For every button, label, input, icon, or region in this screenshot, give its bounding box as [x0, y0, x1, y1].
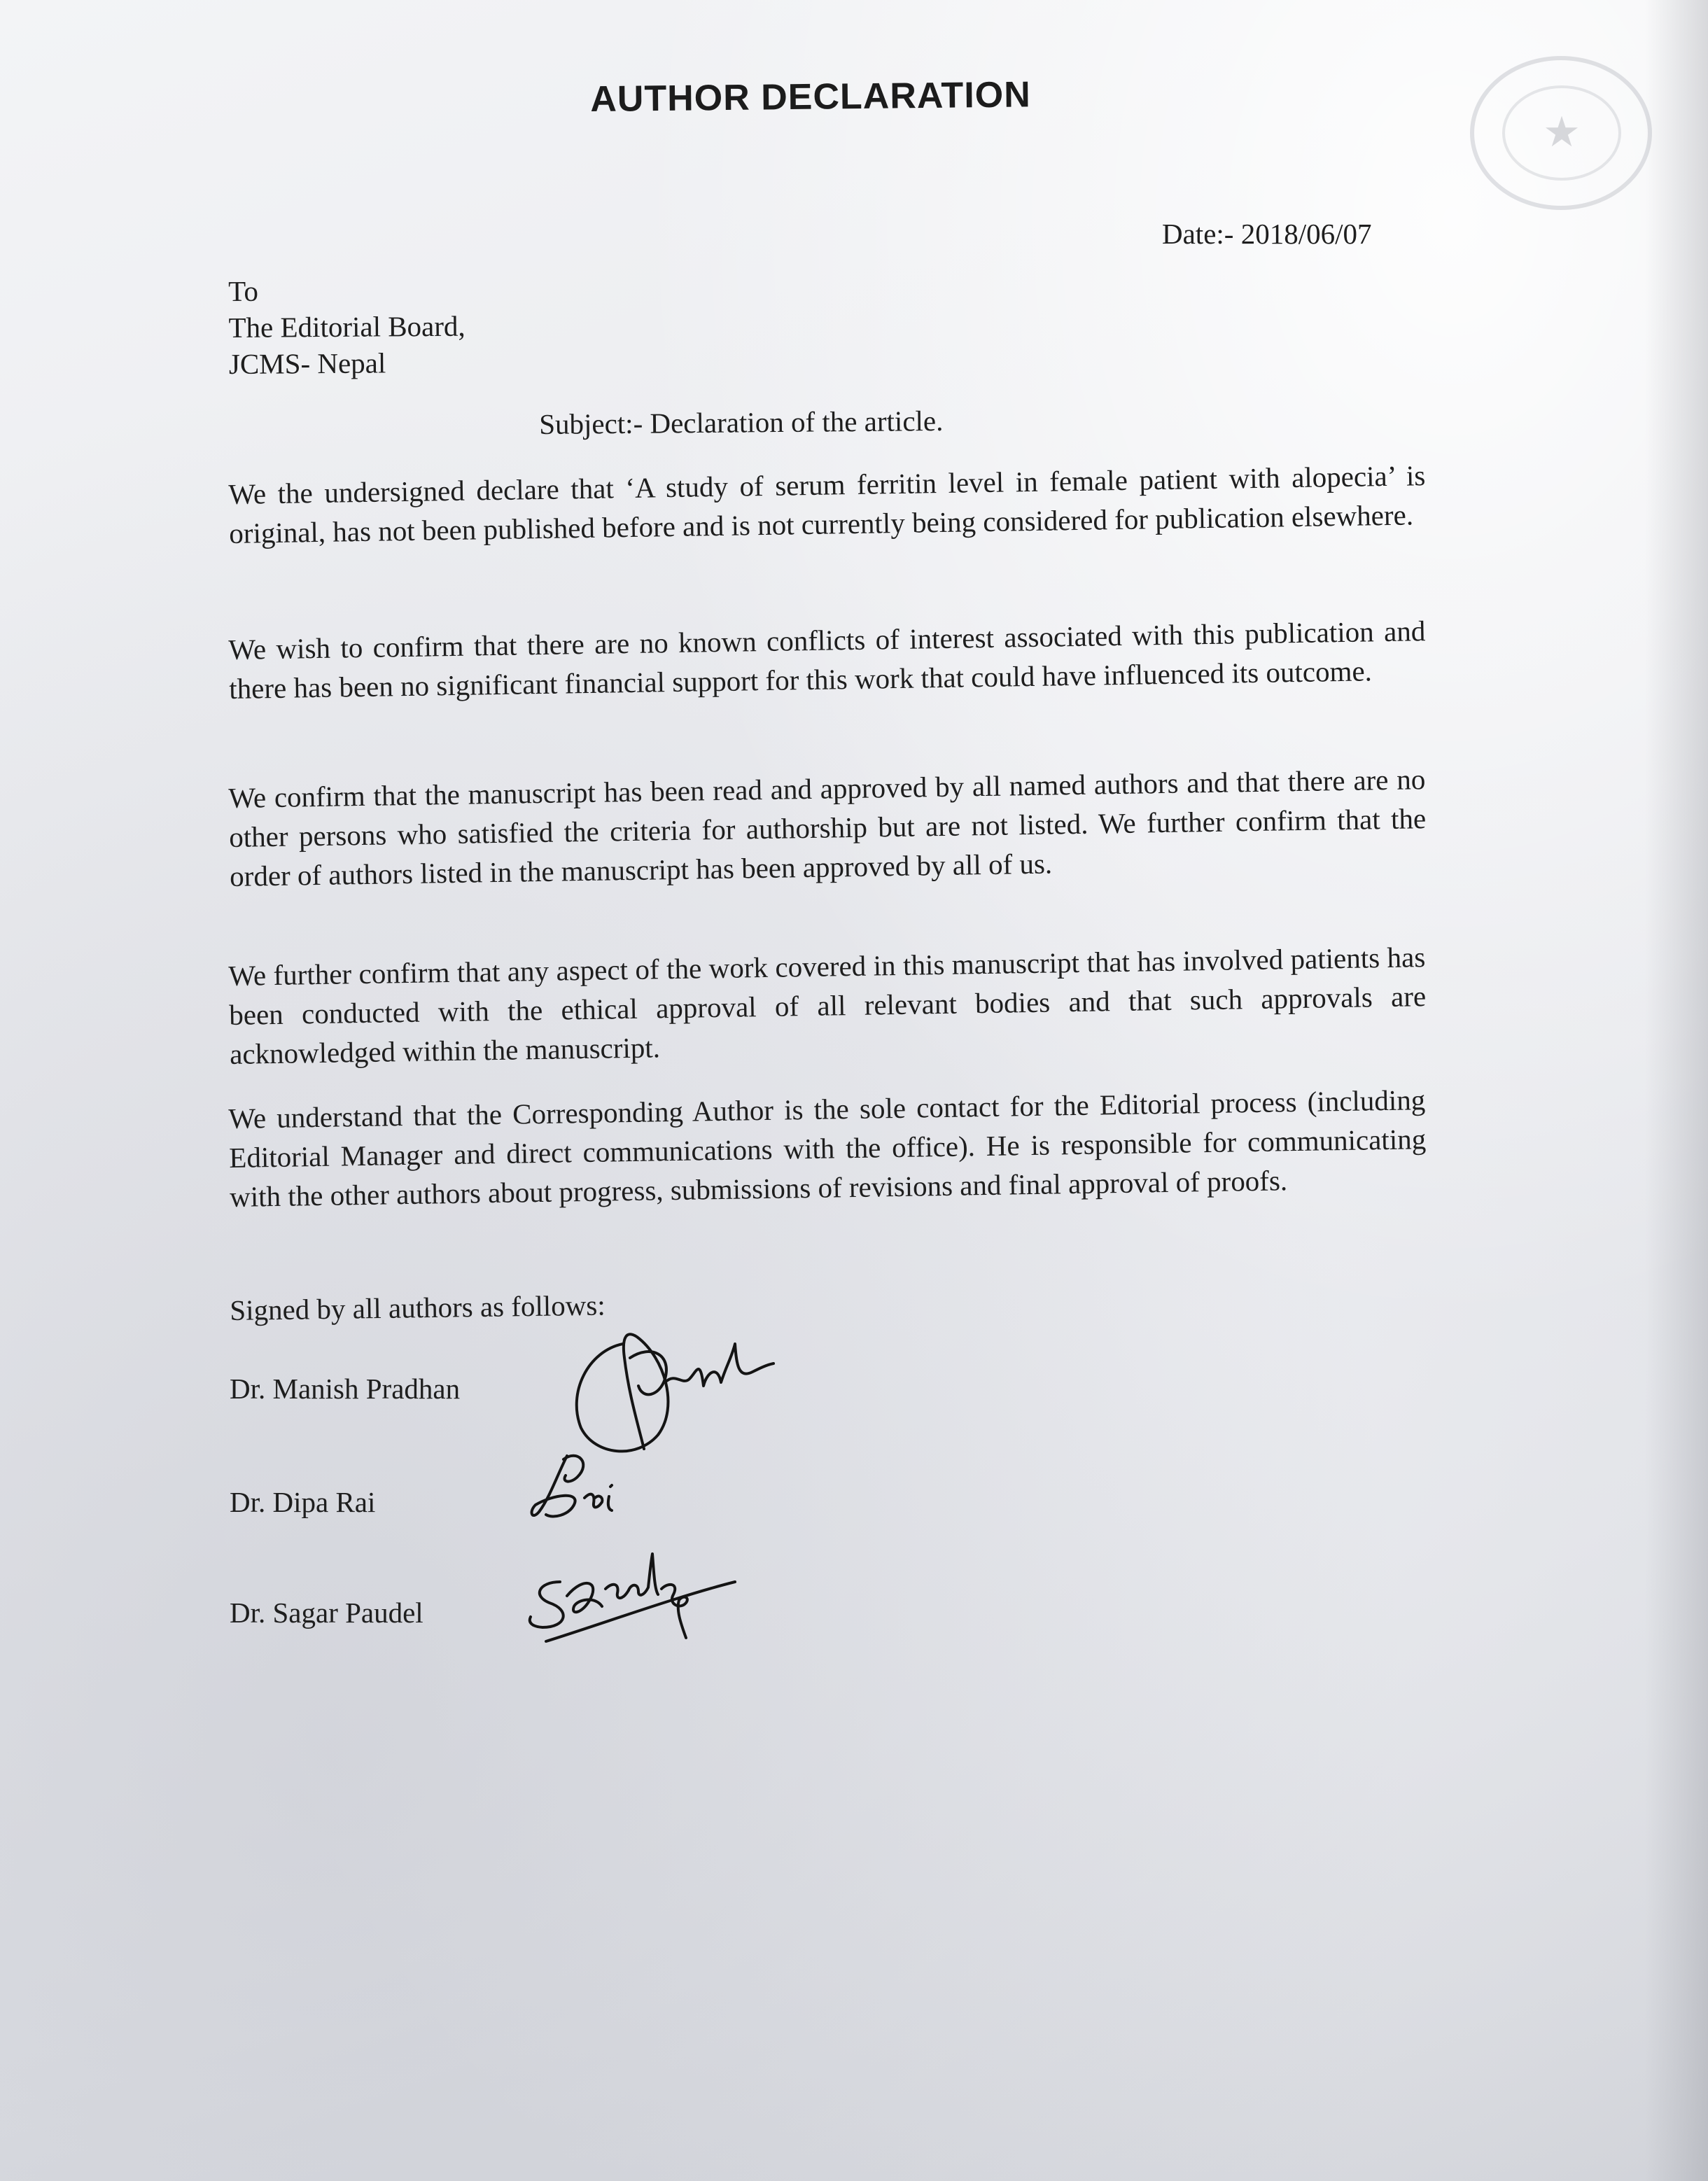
faded-stamp — [1470, 56, 1652, 210]
author-name-manish: Dr. Manish Pradhan — [230, 1373, 461, 1405]
paragraph-conflicts: We wish to confirm that there are no known conflicts of interest associated with this publication and there has been no significant financial support for this work that could have influenced its outcome. — [228, 615, 1426, 705]
recipient-line-to: To — [228, 274, 259, 307]
recipient-line-journal: JCMS- Nepal — [228, 346, 386, 380]
subject-line: Subject:- Declaration of the article. — [539, 404, 944, 440]
paragraph-originality: We the undersigned declare that ‘A study of serum ferritin level in female patient with alopecia’ is original, has not been published before and is not currently being considered for publication elsewhere. — [228, 459, 1426, 549]
signed-intro: Signed by all authors as follows: — [230, 1289, 606, 1326]
document-title: AUTHOR DECLARATION — [590, 74, 1032, 120]
paragraph-corresponding-author: We understand that the Corresponding Author is the sole contact for the Editorial process (including Editorial Manager and direct communications with the office). He is responsible for communicating with the other authors about progress, submissions of revisions and final approval of proofs. — [228, 1084, 1427, 1213]
recipient-address — [228, 272, 465, 382]
paragraph-authorship: We confirm that the manuscript has been read and approved by all named authors and that there are no other persons who satisfied the criteria for authorship but are not listed. We further confirm that the order of authors listed in the manuscript has been approved by all of us. — [228, 763, 1427, 892]
recipient-line-board: The Editorial Board, — [228, 309, 465, 344]
author-name-dipa: Dr. Dipa Rai — [230, 1486, 376, 1518]
stamp-inner-ring — [1502, 85, 1621, 181]
star-icon: ★ — [1543, 108, 1581, 157]
paragraph-ethics: We further confirm that any aspect of the work covered in this manuscript that has involved patients has been conducted with the ethical approval of all relevant bodies and that such approvals are acknowledged within the manuscript. — [228, 941, 1427, 1070]
document-date: Date:- 2018/06/07 — [1162, 218, 1372, 250]
author-name-sagar: Dr. Sagar Paudel — [230, 1597, 424, 1629]
signature-dipa — [525, 1442, 637, 1526]
signature-sagar — [518, 1540, 749, 1659]
